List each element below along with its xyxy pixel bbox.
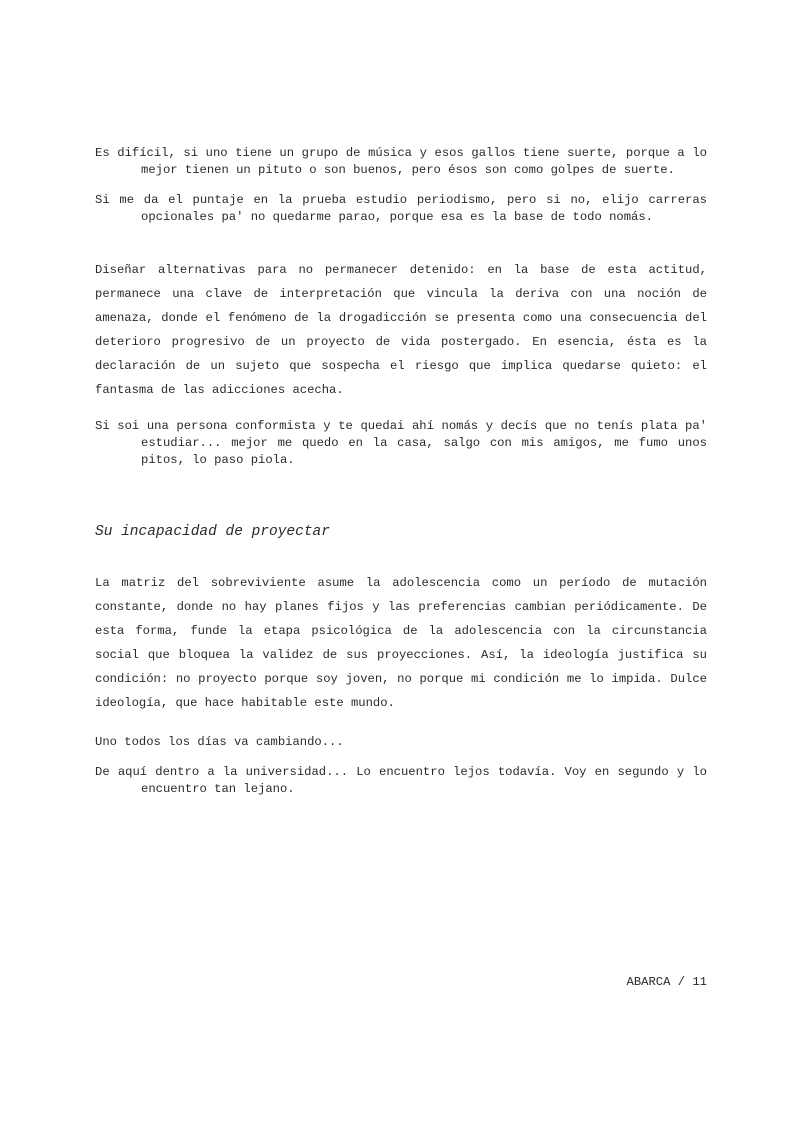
interview-quote-5: De aquí dentro a la universidad... Lo encuentro lejos todavía. Voy en segundo y lo encuentro tan lejano. [95, 765, 707, 796]
page-footer: ABARCA / 11 [626, 975, 707, 989]
section-heading: Su incapacidad de proyectar [95, 524, 330, 540]
interview-quote-1: Es difícil, si uno tiene un grupo de música y esos gallos tiene suerte, porque a lo mejor tienen un pituto o son buenos, pero ésos son como golpes de suerte. [95, 146, 707, 177]
document-page [95, 0, 707, 1132]
interview-quote-4: Uno todos los días va cambiando... [95, 735, 344, 749]
interview-quote-2: Si me da el puntaje en la prueba estudio periodismo, pero si no, elijo carreras opcionales pa' no quedarme parao, porque esa es la base de todo nomás. [95, 193, 707, 224]
body-paragraph-2: La matriz del sobreviviente asume la adolescencia como un período de mutación constante, donde no hay planes fijos y las preferencias cambian periódicamente. De esta forma, funde la etapa psicológica de la adolescencia con la circunstancia social que bloquea la validez de sus proyecciones. Así, la ideología justifica su condición: no proyecto porque soy joven, no porque mi condición me lo impida. Dulce ideología, que hace habitable este mundo. [95, 576, 707, 710]
interview-quote-3: Si soi una persona conformista y te quedai ahí nomás y decís que no tenís plata pa' estudiar... mejor me quedo en la casa, salgo con mis amigos, me fumo unos pitos, lo paso piola. [95, 419, 707, 467]
body-paragraph-1: Diseñar alternativas para no permanecer detenido: en la base de esta actitud, permanece una clave de interpretación que vincula la deriva con una noción de amenaza, donde el fenómeno de la drogadicción se presenta como una consecuencia del deterioro progresivo de un proyecto de vida postergado. En esencia, ésta es la declaración de un sujeto que sospecha el riesgo que implica quedarse quieto: el fantasma de las adicciones acecha. [95, 263, 707, 397]
